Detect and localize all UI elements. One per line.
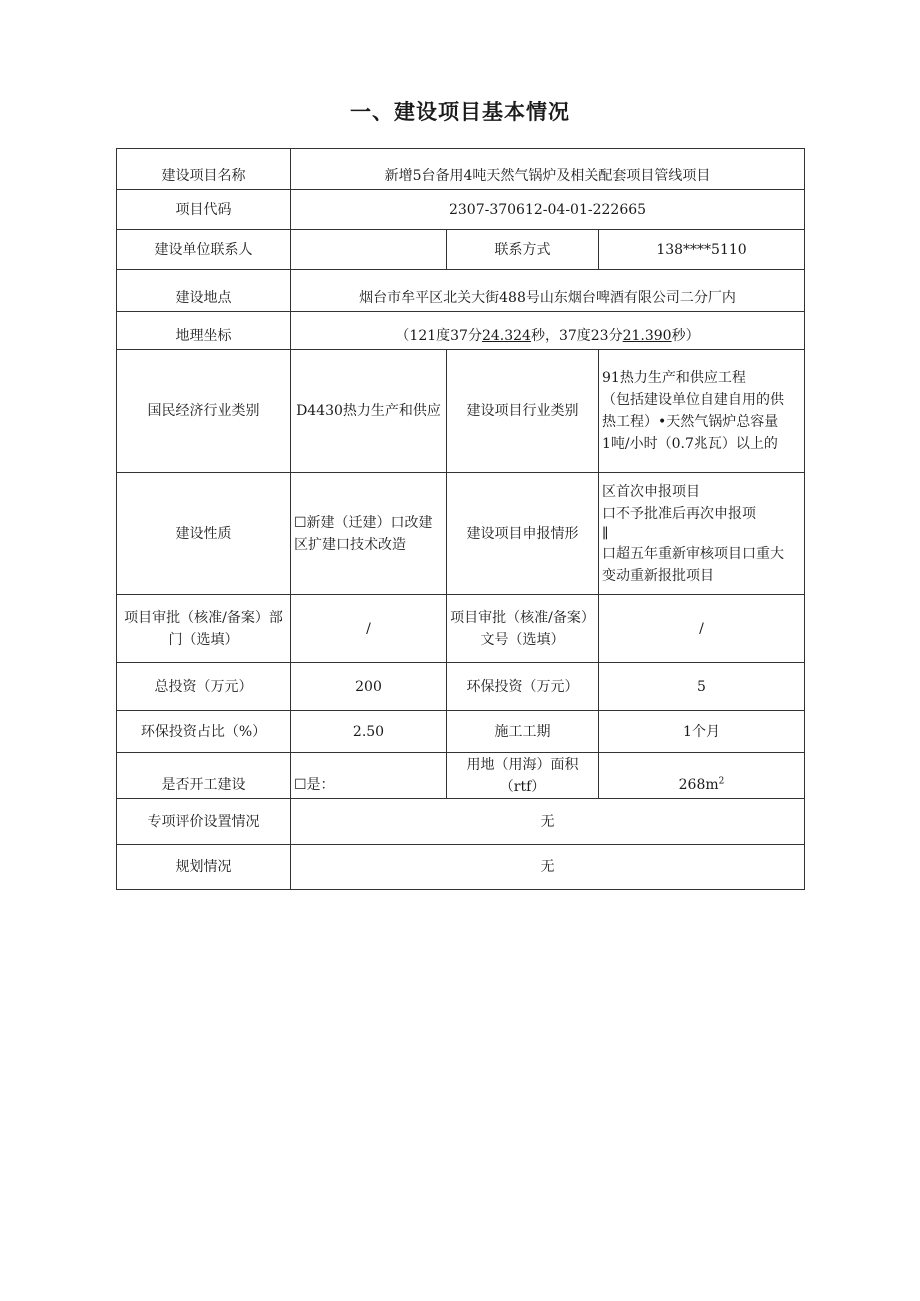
text-line: ∥ <box>602 525 609 542</box>
table-row <box>117 350 805 473</box>
coord-seconds-lon: 24.324 <box>481 328 531 344</box>
text-line: 口不予批准后再次申报项 <box>602 505 756 522</box>
table-row <box>117 711 805 753</box>
table-row <box>117 473 805 595</box>
coord-part: （121度37分 <box>395 328 482 344</box>
cell-value <box>599 350 805 473</box>
cell-label: 建设单位联系人 <box>117 230 291 270</box>
cell-label: 联系方式 <box>447 230 599 270</box>
cell-value: 5 <box>599 663 805 711</box>
text-line: 口超五年重新审核项目口重大 <box>602 545 784 562</box>
cell-label: 项目审批（核准/备案）文号（选填） <box>447 595 599 663</box>
text-line: 91热力生产和供应工程 <box>602 370 746 386</box>
cell-label: 环保投资占比（%） <box>117 711 291 753</box>
table-row <box>117 190 805 230</box>
cell-label: 项目审批（核准/备案）部门（选填） <box>117 595 291 663</box>
cell-label: 建设项目名称 <box>117 149 291 190</box>
cell-value: / <box>291 595 447 663</box>
cell-label: 专项评价设置情况 <box>117 799 291 845</box>
cell-label: 总投资（万元） <box>117 663 291 711</box>
cell-label: 项目代码 <box>117 190 291 230</box>
cell-value: 无 <box>291 799 805 845</box>
cell-label: 建设项目行业类别 <box>447 350 599 473</box>
cell-value: 138****5110 <box>599 230 805 270</box>
table-row <box>117 799 805 845</box>
area-value: 268m <box>678 777 719 793</box>
cell-value: ☐是： <box>291 753 447 799</box>
cell-value: ☐新建（迁建）口改建区扩建口技术改造 <box>291 473 447 595</box>
text-line: 区首次申报项目 <box>602 483 700 500</box>
cell-value: D4430热力生产和供应 <box>291 350 447 473</box>
text-line: 变动重新报批项目 <box>602 567 714 584</box>
cell-label: 施工工期 <box>447 711 599 753</box>
basic-info-table <box>116 148 805 890</box>
page-title: 一、建设项目基本情况 <box>350 100 570 124</box>
coord-part: 秒，37度23分 <box>530 328 623 344</box>
table-row <box>117 149 805 190</box>
cell-value: 2.50 <box>291 711 447 753</box>
table-row <box>117 230 805 270</box>
cell-value <box>599 473 805 595</box>
cell-label: 用地（用海）面积（rtf） <box>447 753 599 799</box>
cell-label: 国民经济行业类别 <box>117 350 291 473</box>
table-row <box>117 845 805 890</box>
cell-value: / <box>599 595 805 663</box>
text-line: 1吨/小时（0.7兆瓦）以上的 <box>602 436 778 452</box>
cell-label: 环保投资（万元） <box>447 663 599 711</box>
cell-value: 200 <box>291 663 447 711</box>
cell-value: 1个月 <box>599 711 805 753</box>
cell-value <box>291 230 447 270</box>
cell-value: 2307-370612-04-01-222665 <box>291 190 805 230</box>
coord-part: 秒） <box>671 328 700 344</box>
cell-value <box>291 312 805 350</box>
cell-value: 无 <box>291 845 805 890</box>
cell-label: 是否开工建设 <box>117 753 291 799</box>
table-row <box>117 595 805 663</box>
cell-label: 建设性质 <box>117 473 291 595</box>
table-row <box>117 753 805 799</box>
text-line: 热工程）•天然气锅炉总容量 <box>602 414 779 430</box>
cell-label: 建设地点 <box>117 270 291 312</box>
cell-value: 新增5台备用4吨天然气锅炉及相关配套项目管线项目 <box>291 149 805 190</box>
cell-value <box>599 753 805 799</box>
text-line: （包括建设单位自建自用的供 <box>602 392 784 408</box>
table-row <box>117 663 805 711</box>
area-unit-superscript: 2 <box>718 776 725 787</box>
cell-label: 地理坐标 <box>117 312 291 350</box>
coord-seconds-lat: 21.390 <box>622 328 672 344</box>
table-row <box>117 312 805 350</box>
cell-label: 建设项目申报情形 <box>447 473 599 595</box>
table-row <box>117 270 805 312</box>
cell-value: 烟台市牟平区北关大街488号山东烟台啤酒有限公司二分厂内 <box>291 270 805 312</box>
cell-label: 规划情况 <box>117 845 291 890</box>
